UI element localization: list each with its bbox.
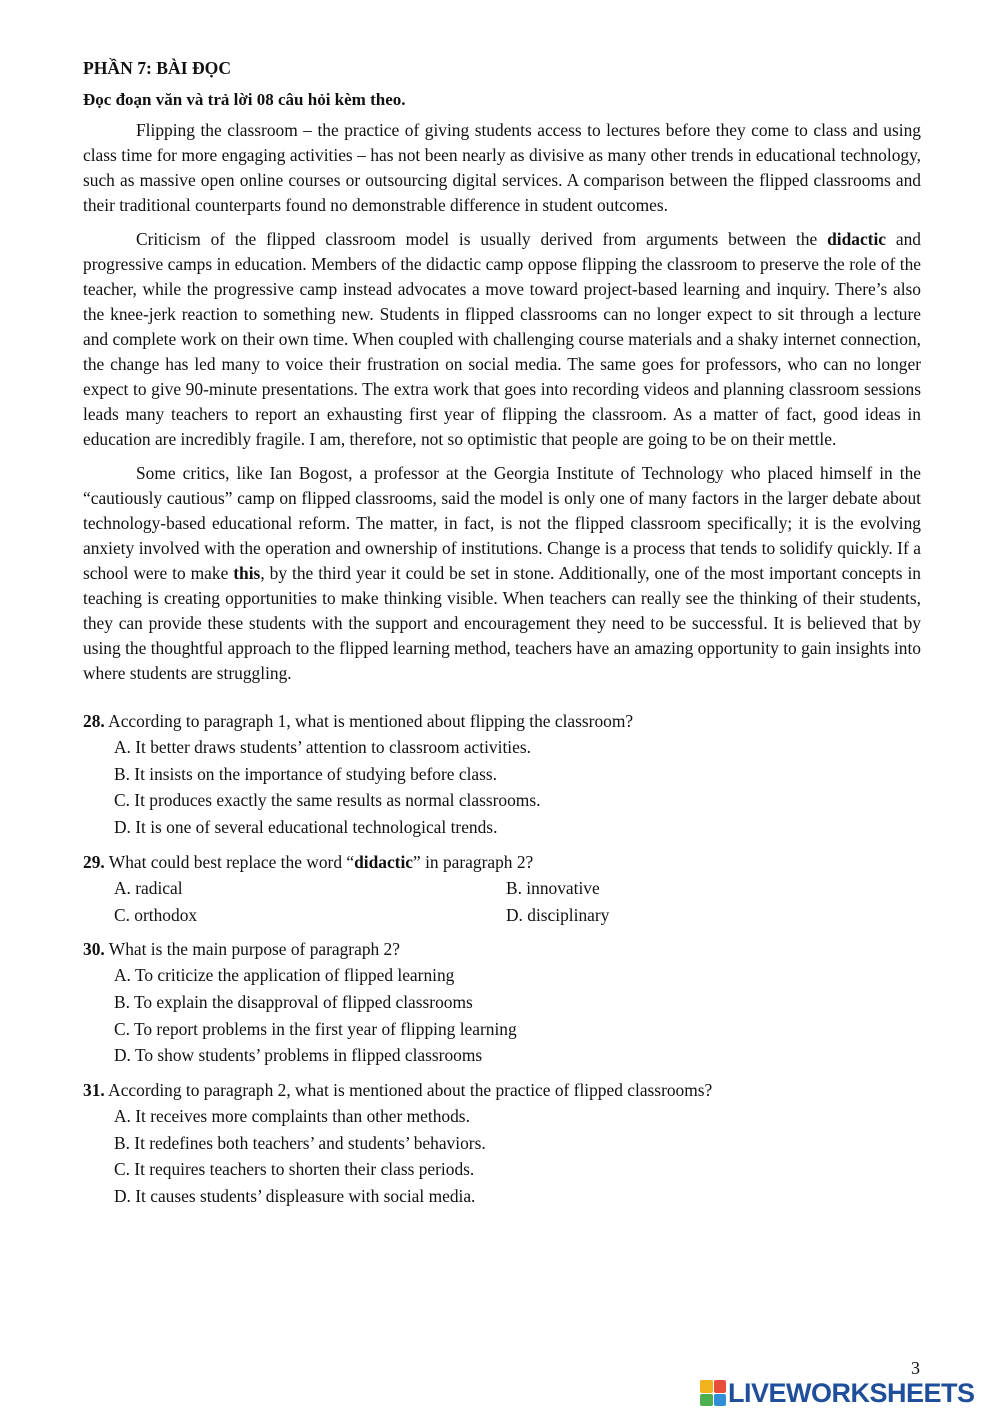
- question-28-stem: [83, 708, 921, 734]
- question-29-option-d[interactable]: D. disciplinary: [506, 904, 610, 925]
- question-28-option-c[interactable]: C. It produces exactly the same results as normal classrooms.: [114, 790, 541, 811]
- question-text: What is the main purpose of paragraph 2?: [104, 939, 400, 960]
- page-number: 3: [911, 1358, 920, 1378]
- liveworksheets-logo[interactable]: [700, 1378, 975, 1408]
- question-30-option-c[interactable]: C. To report problems in the first year of flipping learning: [114, 1018, 517, 1039]
- instruction: Đọc đoạn văn và trả lời 08 câu hỏi kèm theo.: [83, 90, 406, 109]
- highlighted-word-this: this: [233, 563, 261, 583]
- section-title: PHẦN 7: BÀI ĐỌC: [83, 58, 232, 78]
- question-30-option-d[interactable]: D. To show students’ problems in flipped classrooms: [114, 1045, 483, 1066]
- paragraph-3-text-end: , by the third year it could be set in stone. Additionally, one of the most important concepts in teaching is creating opportunities to make thinking visible. When teachers can really see the thinking of their students, they can provide these students with the support and encouragement they need to be successful. It is believed that by using the thoughtful approach to the flipped learning method, teachers have an amazing opportunity to gain insights into where students are struggling.: [83, 563, 921, 683]
- question-28-option-a[interactable]: A. It better draws students’ attention to classroom activities.: [114, 737, 531, 757]
- question-30-option-a[interactable]: A. To criticize the application of flipped learning: [114, 965, 455, 986]
- question-text-start: What could best replace the word “: [104, 851, 355, 872]
- question-number: 28.: [83, 711, 105, 731]
- question-29-option-c[interactable]: C. orthodox: [114, 904, 198, 925]
- question-31-option-a[interactable]: A. It receives more complaints than other methods.: [114, 1106, 470, 1127]
- question-30-option-b[interactable]: B. To explain the disapproval of flipped classrooms: [114, 991, 473, 1012]
- liveworksheets-logo-icon: [700, 1380, 726, 1406]
- question-number: 30.: [83, 939, 105, 960]
- highlighted-word-didactic: didactic: [827, 229, 887, 249]
- question-31-stem: [83, 1077, 921, 1103]
- question-list: [83, 708, 921, 1210]
- question-text: According to paragraph 1, what is mentioned about flipping the classroom?: [104, 711, 634, 731]
- liveworksheets-wordmark: LIVEWORKSHEETS: [728, 1378, 975, 1408]
- question-number: 31.: [83, 1080, 105, 1101]
- question-31: [83, 1077, 921, 1210]
- passage-paragraph-3: [83, 461, 921, 686]
- question-text-end: ” in paragraph 2?: [413, 851, 534, 872]
- question-number: 29.: [83, 851, 105, 872]
- question-29-options: [83, 875, 921, 928]
- question-29-option-a[interactable]: A. radical: [114, 877, 183, 898]
- question-30: [83, 936, 921, 1069]
- question-29: [83, 849, 921, 928]
- worksheet-page: [83, 58, 921, 1218]
- paragraph-1-text: Flipping the classroom – the practice of giving students access to lectures before they come to class and using class time for more engaging activities – has not been nearly as divisive as many other trends in educational technology, such as massive open online courses or outsourcing digital services. A comparison between the flipped classrooms and their traditional counterparts found no demonstrable difference in student outcomes.: [83, 120, 921, 215]
- question-keyword: didactic: [354, 851, 414, 872]
- question-text: According to paragraph 2, what is mentioned about the practice of flipped classrooms?: [104, 1080, 713, 1101]
- question-28-option-d[interactable]: D. It is one of several educational technological trends.: [114, 817, 498, 838]
- passage-paragraph-1: [83, 118, 921, 218]
- question-29-option-b[interactable]: B. innovative: [506, 877, 600, 898]
- question-28-option-b[interactable]: B. It insists on the importance of studying before class.: [114, 763, 498, 784]
- paragraph-2-text-start: Criticism of the flipped classroom model is usually derived from arguments between the: [136, 229, 828, 249]
- question-30-stem: [83, 936, 921, 962]
- paragraph-3-text-start: Some critics, like Ian Bogost, a professor at the Georgia Institute of Technology who placed himself in the “cautiously cautious” camp on flipped classrooms, said the model is only one of many factors in the larger debate about technology-based educational reform. The matter, in fact, is not the flipped classroom specifically; it is the evolving anxiety involved with the operation and ownership of institutions. Change is a process that tends to solidify quickly. If a school were to make: [83, 463, 921, 583]
- question-29-stem: [83, 849, 921, 875]
- question-28: [83, 708, 921, 841]
- question-31-option-c[interactable]: C. It requires teachers to shorten their class periods.: [114, 1159, 475, 1180]
- question-31-option-b[interactable]: B. It redefines both teachers’ and students’ behaviors.: [114, 1132, 486, 1153]
- paragraph-2-text-end: and progressive camps in education. Members of the didactic camp oppose flipping the classroom to preserve the role of the teacher, while the progressive camp instead advocates a move toward project-based learning and inquiry. There’s also the knee-jerk reaction to something new. Students in flipped classrooms can no longer expect to sit through a lecture and complete work on their own time. When coupled with challenging course materials and a shaky internet connection, the change has led many to voice their frustration on social media. The same goes for professors, who can no longer expect to give 90-minute presentations. The extra work that goes into recording videos and planning classroom sessions leads many teachers to report an exhausting first year of flipping the classroom. As a matter of fact, good ideas in education are incredibly fragile. I am, therefore, not so optimistic that people are going to be on their mettle.: [83, 229, 921, 449]
- passage-paragraph-2: [83, 227, 921, 452]
- question-31-option-d[interactable]: D. It causes students’ displeasure with social media.: [114, 1186, 476, 1207]
